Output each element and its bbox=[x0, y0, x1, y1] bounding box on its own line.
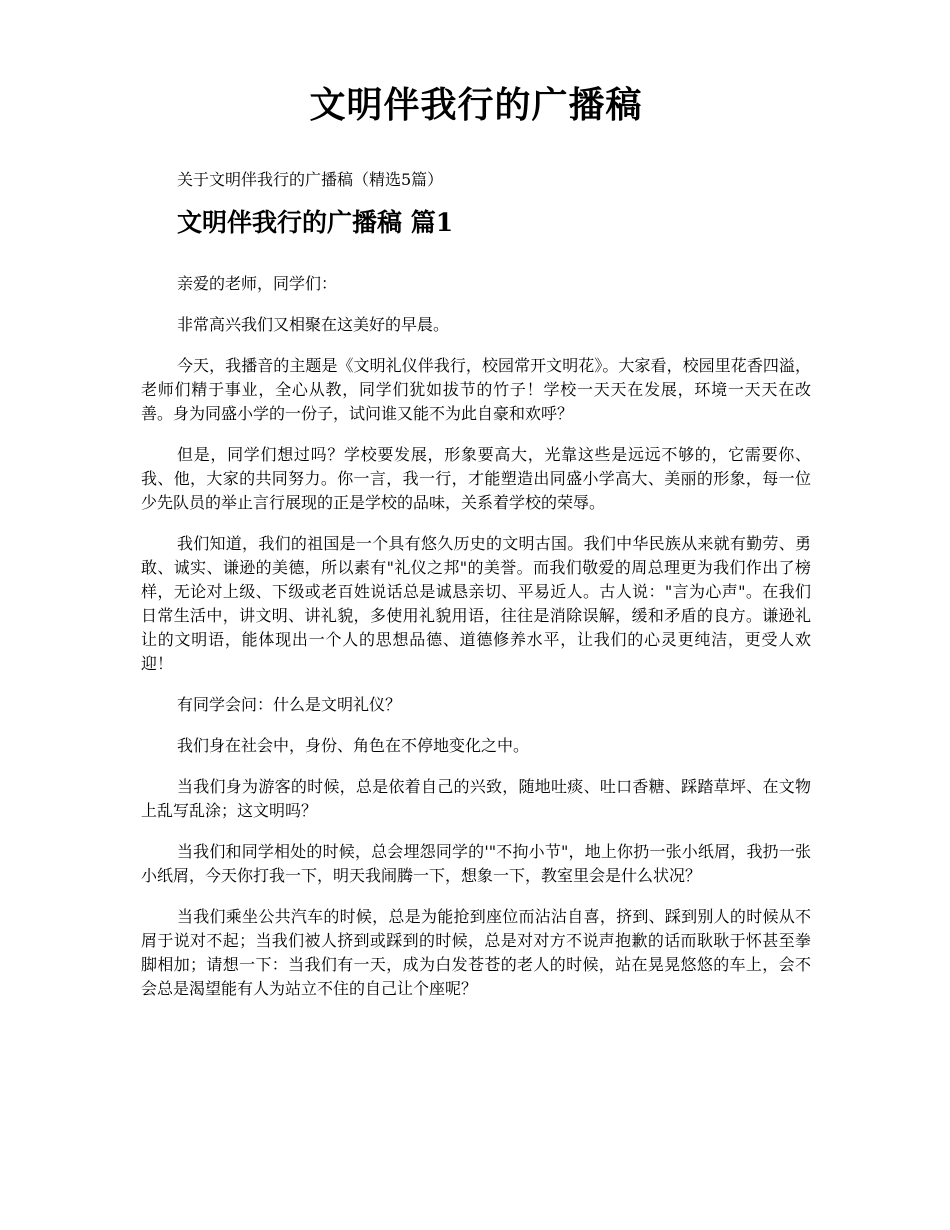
paragraph: 当我们和同学相处的时候，总会埋怨同学的'"不拘小节"，地上你扔一张小纸屑，我扔一张小纸屑，今天你打我一下，明天我闹腾一下，想象一下，教室里会是什么状况？ bbox=[141, 842, 811, 885]
paragraph-greeting: 亲爱的老师，同学们： bbox=[177, 274, 338, 293]
document-subtitle: 关于文明伴我行的广播稿（精选5篇） bbox=[177, 170, 444, 189]
paragraph: 我们知道，我们的祖国是一个具有悠久历史的文明古国。我们中华民族从来就有勤劳、勇敢、诚实、谦逊的美德，所以素有"礼仪之邦"的美誉。而我们敬爱的周总理更为我们作出了榜样，无论对上级、下级或老百姓说话总是诚恳亲切、平易近人。古人说："言为心声"。在我们日常生活中，讲文明、讲礼貌，多使用礼貌用语，往往是消除误解，缓和矛盾的良方。谦逊礼让的文明语，能体现出一个人的思想品德、道德修养水平，让我们的心灵更纯洁，更受人欢迎！ bbox=[141, 534, 811, 673]
paragraph: 但是，同学们想过吗？学校要发展，形象要高大，光靠这些是远远不够的，它需要你、我、他，大家的共同努力。你一言，我一行，才能塑造出同盛小学高大、美丽的形象，每一位少先队员的举止言行展现的正是学校的品味，关系着学校的荣辱。 bbox=[141, 445, 811, 512]
document-page bbox=[141, 0, 811, 1001]
paragraph: 我们身在社会中，身份、角色在不停地变化之中。 bbox=[177, 736, 530, 755]
paragraph: 当我们身为游客的时候，总是依着自己的兴致，随地吐痰、吐口香糖、踩踏草坪、在文物上乱写乱涂；这文明吗？ bbox=[141, 777, 811, 820]
paragraph: 有同学会问：什么是文明礼仪？ bbox=[177, 695, 402, 714]
paragraph: 非常高兴我们又相聚在这美好的早晨。 bbox=[177, 315, 450, 334]
document-title: 文明伴我行的广播稿 bbox=[309, 84, 643, 126]
paragraph: 当我们乘坐公共汽车的时候，总是为能抢到座位而沾沾自喜，挤到、踩到别人的时候从不屑于说对不起；当我们被人挤到或踩到的时候，总是对对方不说声抱歉的话而耿耿于怀甚至拳脚相加；请想一下：当我们有一天，成为白发苍苍的老人的时候，站在晃晃悠悠的车上，会不会总是渴望能有人为站立不住的自己让个座呢？ bbox=[141, 907, 811, 998]
section-heading: 文明伴我行的广播稿 篇1 bbox=[177, 208, 454, 237]
paragraph: 今天，我播音的主题是《文明礼仪伴我行，校园常开文明花》。大家看，校园里花香四溢，老师们精于事业，全心从教，同学们犹如拔节的竹子！学校一天天在发展，环境一天天在改善。身为同盛小学的一份子，试问谁又能不为此自豪和欢呼？ bbox=[141, 356, 811, 423]
